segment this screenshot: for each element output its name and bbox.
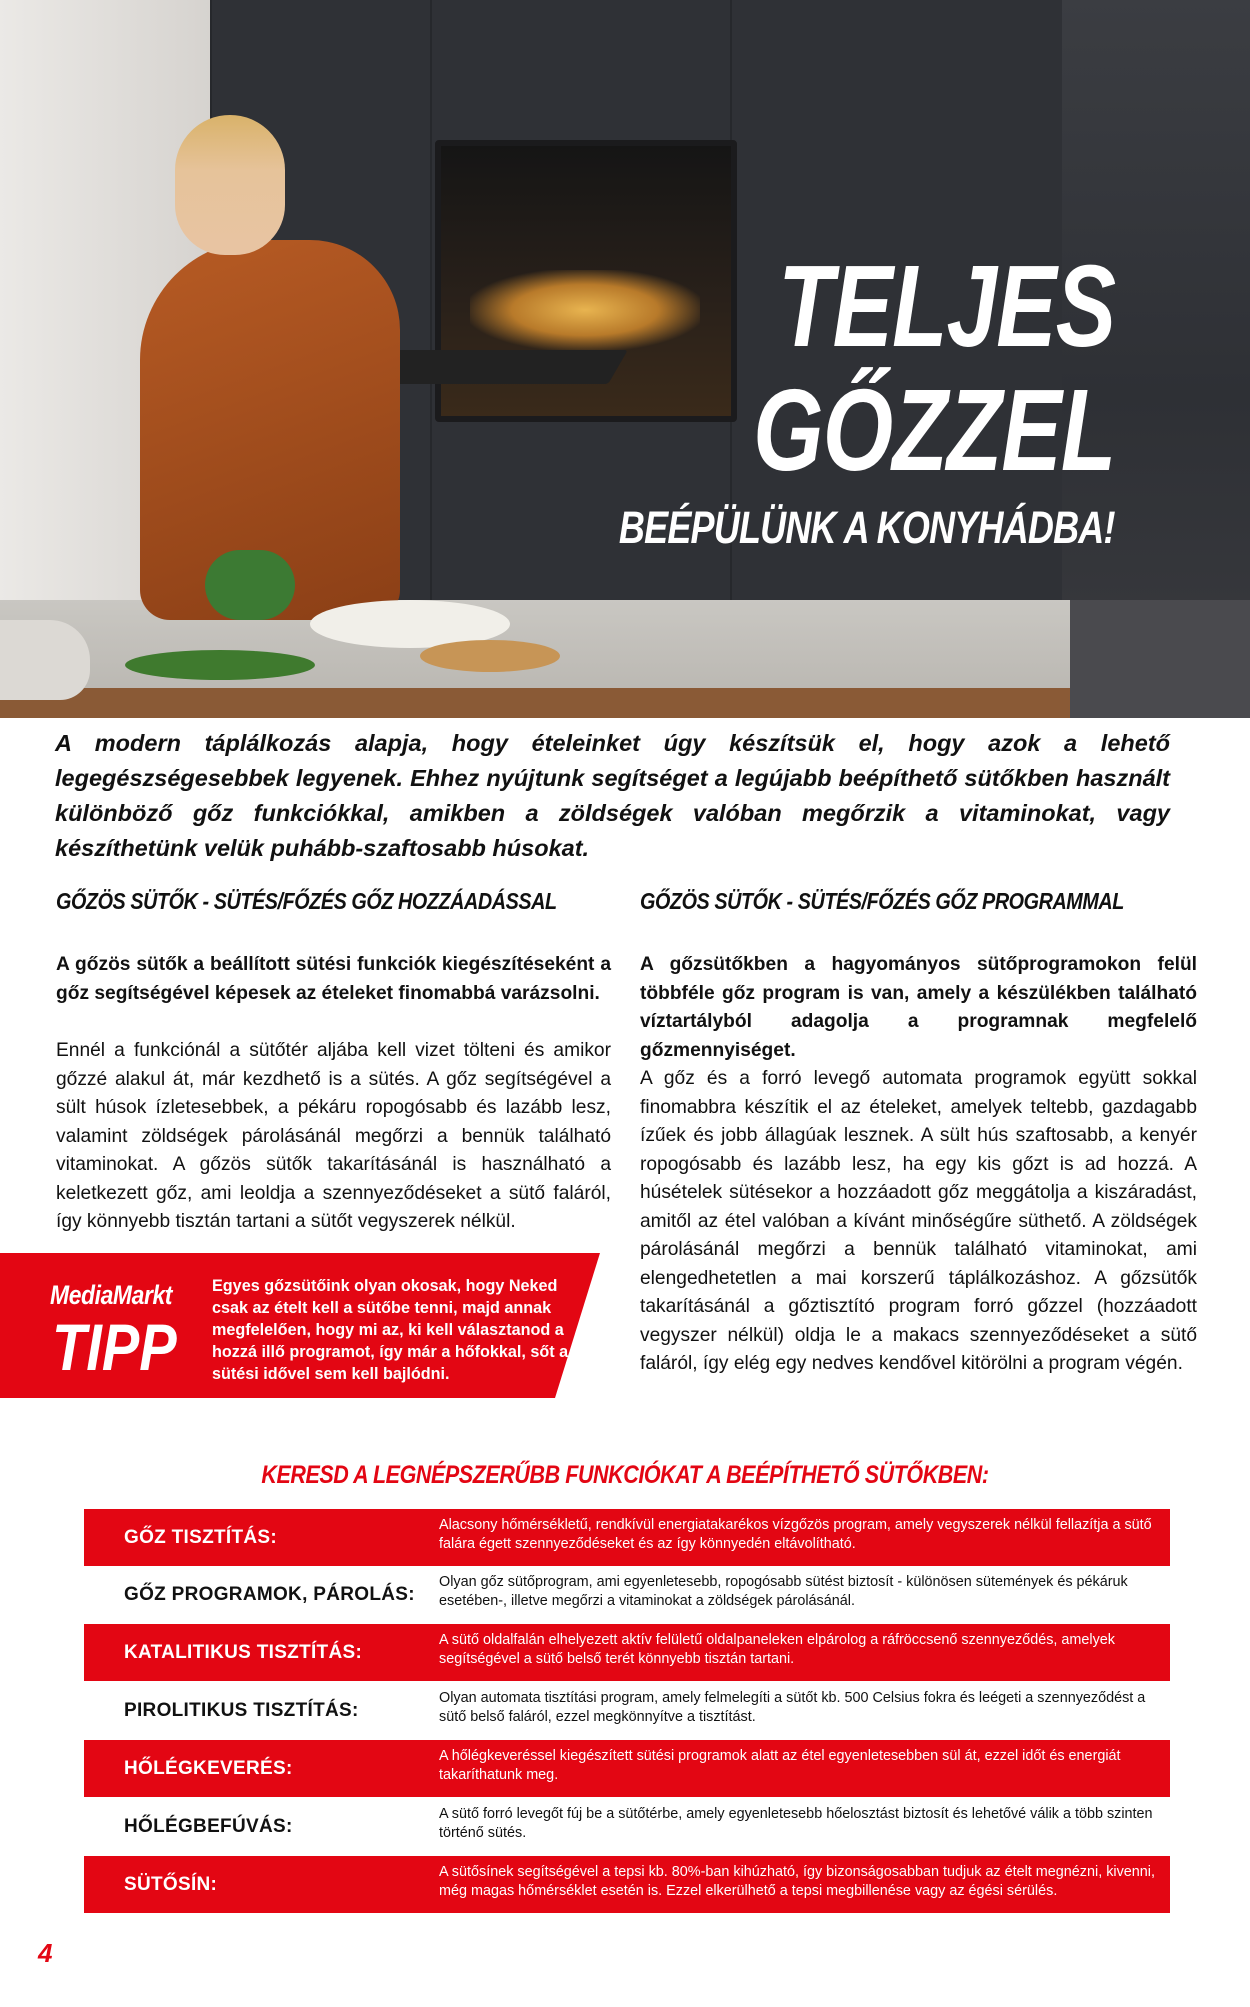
herb-pot xyxy=(205,550,295,620)
tip-text: Egyes gőzsütőink olyan okosak, hogy Neked csak az ételt kell a sütőbe tenni, majd annak megfelelően, hogy mi az, ki kell választanod a hozzá illő programot, így már a hőfokkal, sőt a sütési idővel sem kell bajlódni. xyxy=(212,1277,569,1383)
feature-row xyxy=(84,1509,1170,1566)
feature-description: Olyan gőz sütőprogram, ami egyenletesebb, ropogósabb sütést biztosít - különösen sütemények és pékáruk esetében-, illetve megőrzi a vitaminokat a zöldségek párolásánál. xyxy=(439,1574,1128,1609)
feature-description: Alacsony hőmérsékletű, rendkívül energiatakarékos vízgőzös program, amely vegyszerek nélkül fellazítja a sütő falára égett szennyeződéseket és az így könnyedén eltávolítható. xyxy=(439,1517,1152,1552)
feature-row xyxy=(84,1856,1170,1913)
feature-description: A sütő oldalfalán elhelyezett aktív felületű oldalpaneleken elpárolog a ráfröccsenő szennyeződés, amelyek segítségével a sütő belső terét könnyebb tisztán tartani. xyxy=(439,1632,1115,1667)
left-column-heading: GŐZÖS SÜTŐK - SÜTÉS/FŐZÉS GŐZ HOZZÁADÁSSAL xyxy=(56,888,557,914)
headline-line-1: TELJES xyxy=(777,241,1115,371)
person-head xyxy=(175,115,285,255)
feature-label: PIROLITIKUS TISZTÍTÁS: xyxy=(124,1700,359,1721)
feature-row xyxy=(84,1566,1170,1623)
feature-label: HŐLÉGBEFÚVÁS: xyxy=(124,1816,293,1837)
features-title: KERESD A LEGNÉPSZERŰBB FUNKCIÓKAT A BEÉPÍTHETŐ SÜTŐKBEN: xyxy=(261,1461,989,1489)
counter-edge xyxy=(0,688,1070,718)
left-column-lead xyxy=(56,951,611,1008)
feature-row xyxy=(84,1624,1170,1681)
mediamarkt-logo-text: MediaMarkt xyxy=(50,1280,173,1310)
cutting-board xyxy=(420,640,560,672)
feature-label: SÜTŐSÍN: xyxy=(124,1874,218,1895)
intro-paragraph: A modern táplálkozás alapja, hogy ételeinket úgy készítsük el, hogy azok a lehető legegészségesebbek legyenek. Ehhez nyújtunk segítséget a legújabb beépíthető sütőkben használt különböző gőz funkciókkal, amikben a zöldségek valóban megőrzik a vitaminokat, vagy készíthetünk velük puhább-szaftosabb húsokat. xyxy=(55,730,1170,861)
tip-label: TIPP xyxy=(52,1310,177,1384)
oven-food-glow xyxy=(470,270,700,350)
right-column-heading: GŐZÖS SÜTŐK - SÜTÉS/FŐZÉS GŐZ PROGRAMMAL xyxy=(640,888,1124,914)
right-column-lead xyxy=(640,951,1197,1065)
headline-subtitle: BEÉPÜLÜNK A KONYHÁDBA! xyxy=(619,502,1115,553)
feature-label: HŐLÉGKEVERÉS: xyxy=(124,1758,293,1779)
page-number: 4 xyxy=(38,1938,53,1968)
kitchen-floor xyxy=(1070,600,1250,718)
left-column-body: Ennél a funkciónál a sütőtér aljába kell vizet tölteni és amikor gőzzé alakul át, már kezdhető is a sütés. A gőz segítségével a sült húsok ízletesebbek, a pékáru ropogósabb és lazább lesz, valamint zöldségek párolásánál megőrzi a bennük található vitaminokat. A gőzös sütők takarításánál is használható a keletkezett gőz, ami leoldja a szennyeződéseket a sütő faláról, így könnyebb tisztán tartani a sütőt vegyszerek nélkül. xyxy=(56,1040,611,1232)
left-lead-text: A gőzös sütők a beállított sütési funkciók kiegészítéseként a gőz segítségével képesek az ételeket finomabbá varázsolni. xyxy=(56,954,611,1004)
green-beans xyxy=(125,650,315,680)
right-column-body: A gőz és a forró levegő automata programok együtt sokkal finomabbra készítik el az ételeket, amelyek teltebb, gazdagabb ízűek és jobb állagúak lesznek. A sült hús szaftosabb, a kenyér ropogósabb és lazább lesz, ha egy kis gőzt is ad hozzá. A húsételek sütésekor a hozzáadott gőz meggátolja a kiszáradást, amitől az étel valóban a kívánt minőségűre süthető. A zöldségek párolásánál megőrzi a bennük található vitaminokat, ami elengedhetetlen a mai korszerű táplálkozáshoz. A gőzsütők takarításánál a gőztisztító program forró gőzzel (hozzáadott vegyszer nélkül) oldja le a makacs szennyeződéseket a sütő faláról, így elég egy nedves kendővel kitörölni a program végén. xyxy=(640,1068,1197,1374)
feature-label: KATALITIKUS TISZTÍTÁS: xyxy=(124,1642,363,1663)
feature-description: Olyan automata tisztítási program, amely felmelegíti a sütőt kb. 500 Celsius fokra és leégeti a szennyeződést a sütő belső faláról, ezzel megkönnyítve a tisztítást. xyxy=(439,1690,1146,1725)
feature-label: GŐZ TISZTÍTÁS: xyxy=(124,1527,278,1548)
kitchen-towel xyxy=(0,620,90,700)
feature-row xyxy=(84,1740,1170,1797)
feature-description: A sütő forró levegőt fúj be a sütőtérbe, amely egyenletesebb hőelosztást biztosít és lehetővé válik a több szinten történő sütés. xyxy=(439,1806,1153,1841)
feature-description: A sütősínek segítségével a tepsi kb. 80%-ban kihúzható, így bizonságosabban tudjuk az ételt megnézni, kivenni, még magas hőmérséklet esetén is. Ezzel elkerülhető a tepsi megbillenése vagy az égési sérülés. xyxy=(439,1864,1155,1899)
feature-label: GŐZ PROGRAMOK, PÁROLÁS: xyxy=(124,1584,415,1605)
feature-row xyxy=(84,1798,1170,1855)
headline-line-2: GŐZZEL xyxy=(752,365,1115,495)
feature-description: A hőlégkeveréssel kiegészített sütési programok alatt az étel egyenletesebben sül át, ezzel időt és energiát takaríthatunk meg. xyxy=(439,1748,1121,1783)
feature-row xyxy=(84,1682,1170,1739)
right-lead-text: A gőzsütőkben a hagyományos sütőprogramokon felül többféle gőz program is van, amely a készülékben található víztartályból adagolja a programnak megfelelő gőzmennyiséget. xyxy=(640,954,1197,1061)
